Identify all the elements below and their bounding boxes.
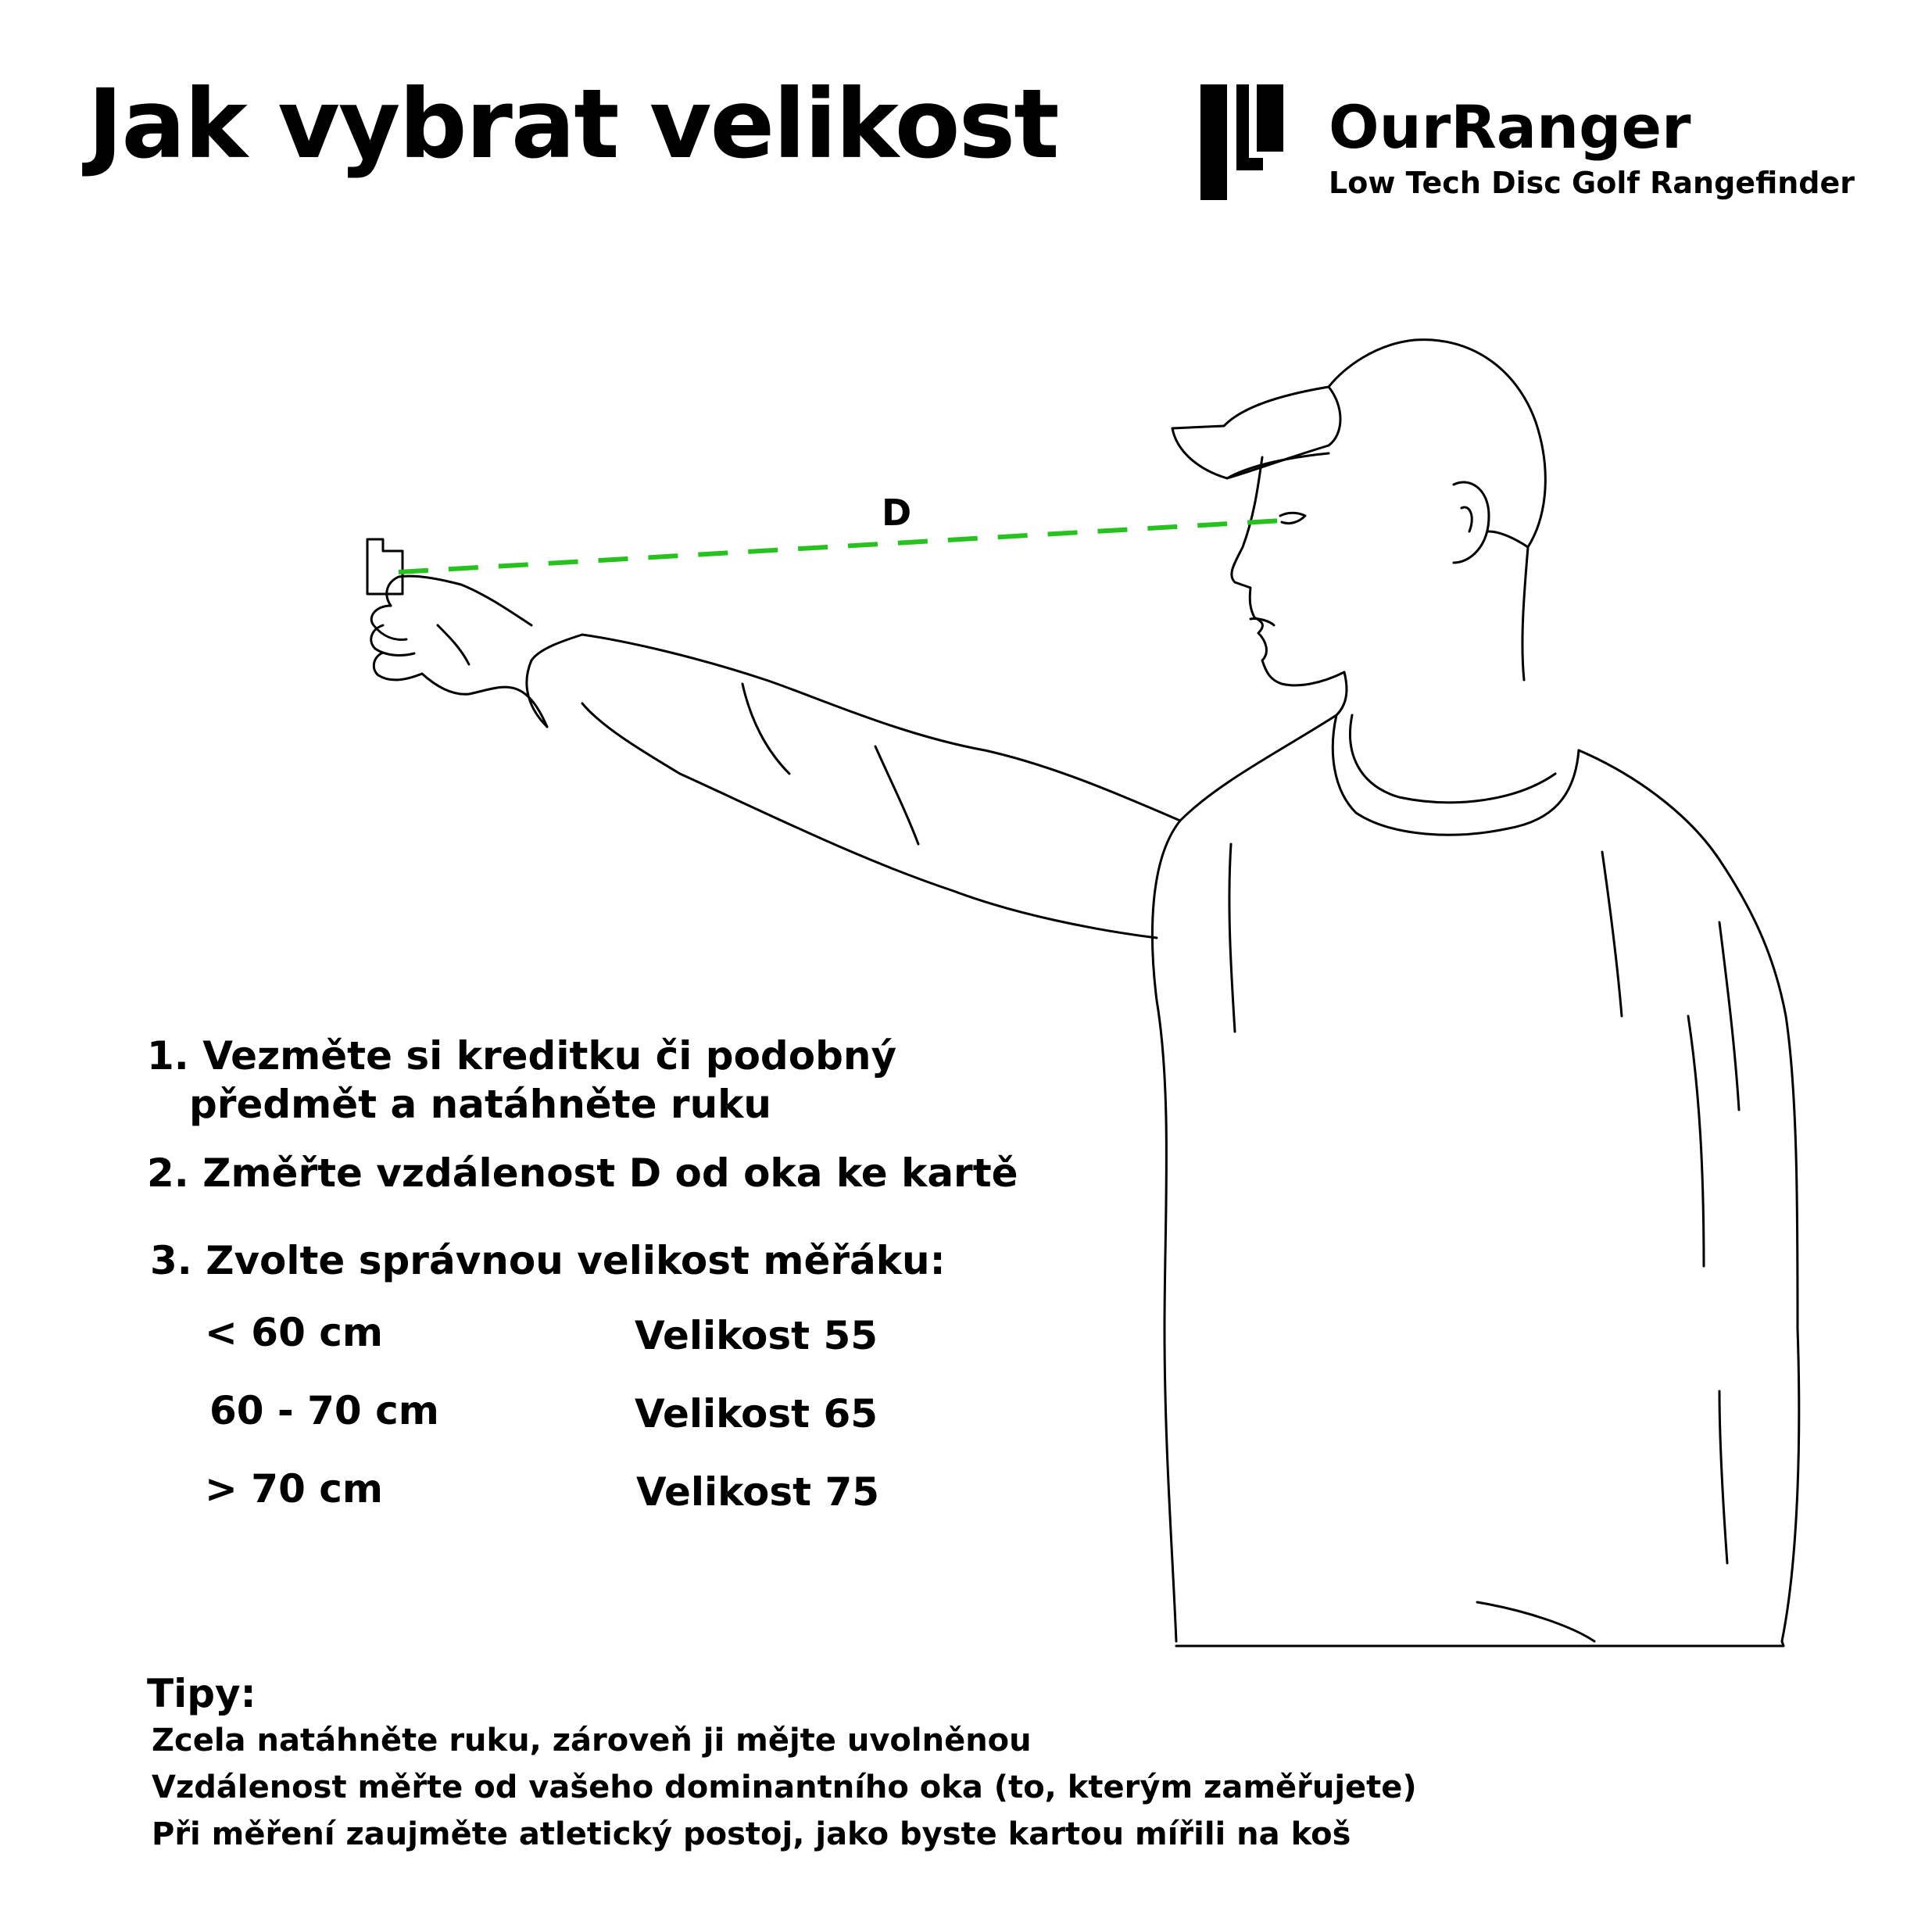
brand-name: OurRanger (1329, 92, 1691, 162)
tips-heading: Tipy: (147, 1671, 256, 1716)
step-1-line-1: 1. Vezměte si kreditku či podobný (147, 1033, 897, 1079)
size-row-distance: < 60 cm (205, 1310, 384, 1355)
person-outline (367, 340, 1799, 1646)
tip-item: Při měření zaujměte atletický postoj, jako byste kartou mířili na koš (152, 1816, 1351, 1852)
page-title: Jak vybrat velikost (88, 69, 1058, 180)
tip-item: Vzdálenost měřte od vašeho dominantního oka (to, kterým zaměřujete) (152, 1769, 1417, 1805)
step-1-line-2: předmět a natáhněte ruku (189, 1082, 772, 1127)
brand-tagline: Low Tech Disc Golf Rangefinder (1329, 166, 1855, 200)
size-row-distance: 60 - 70 cm (209, 1388, 439, 1433)
size-row-value: Velikost 75 (636, 1469, 880, 1515)
size-row-value: Velikost 65 (635, 1391, 878, 1436)
distance-label: D (882, 492, 912, 534)
size-row-distance: > 70 cm (205, 1466, 384, 1512)
tip-item: Zcela natáhněte ruku, zároveň ji mějte uvolněnou (152, 1723, 1032, 1758)
size-row-value: Velikost 55 (635, 1313, 878, 1358)
step-3: 3. Zvolte správnou velikost měřáku: (150, 1238, 946, 1283)
step-2: 2. Změřte vzdálenost D od oka ke kartě (147, 1150, 1018, 1196)
distance-line (399, 520, 1296, 572)
